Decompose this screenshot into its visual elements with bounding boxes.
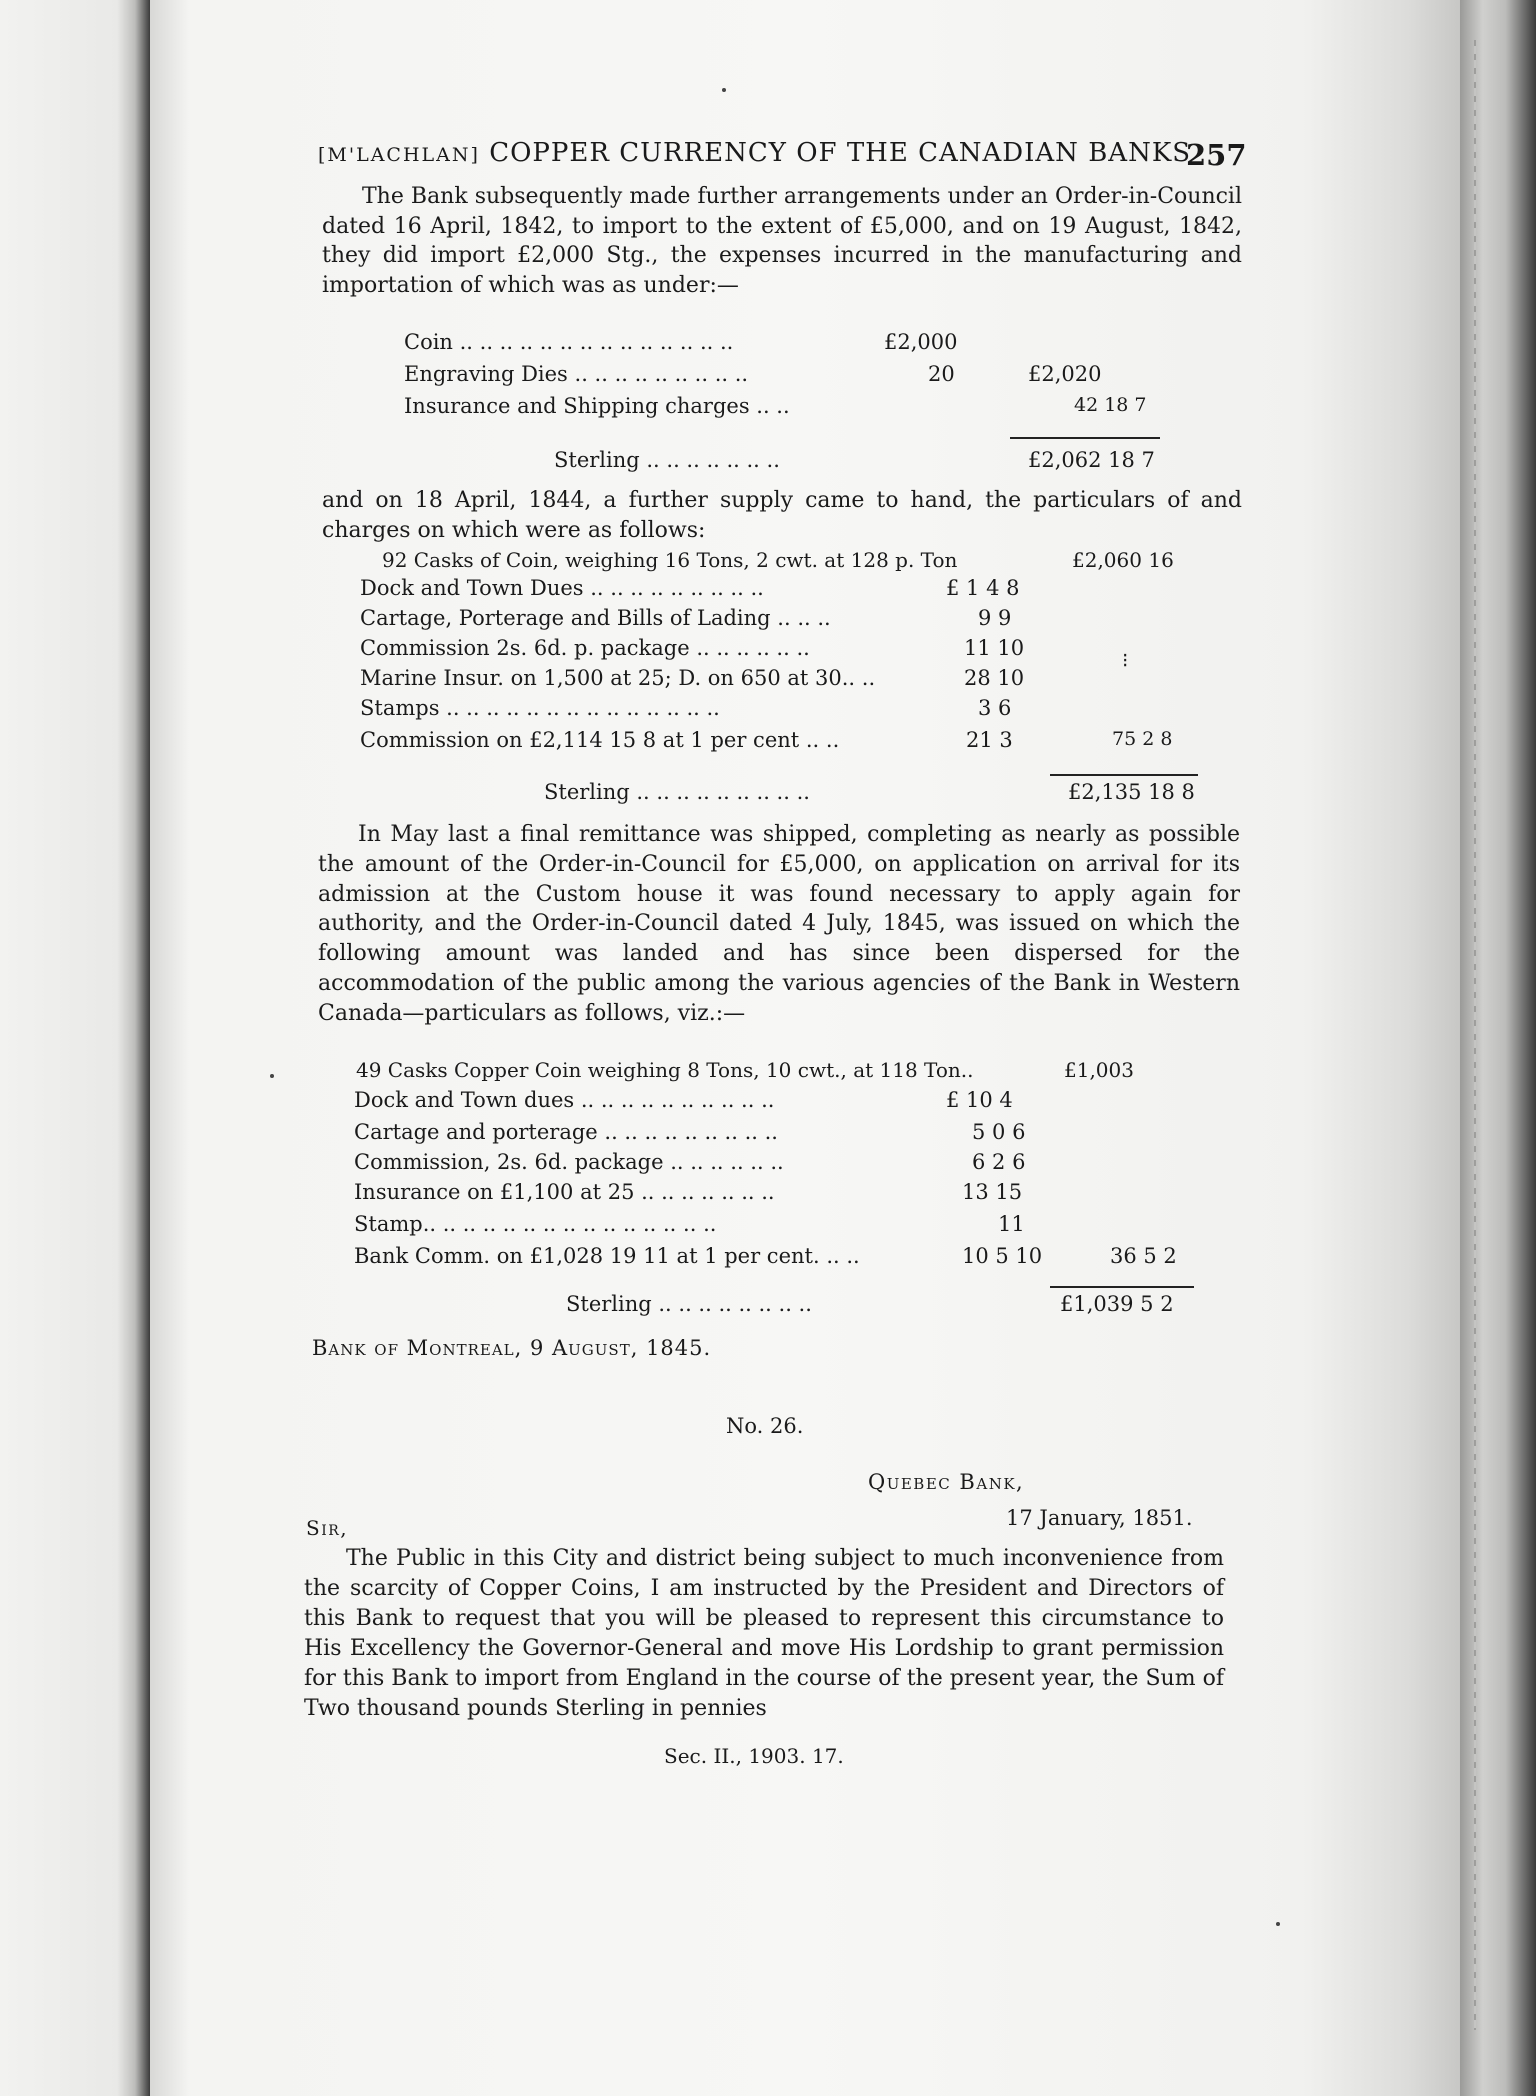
dust-speck [1276,1922,1280,1926]
paragraph-2: and on 18 April, 1844, a further supply came to hand, the particulars of and charges on which were as follows: [322,488,1242,543]
dust-speck [722,88,726,92]
running-head-title: COPPER CURRENCY OF THE CANADIAN BANKS [489,138,1192,168]
sum-rule [1050,1286,1194,1288]
letter-date: 17 January, 1851. [1006,1506,1193,1530]
dust-speck [270,1074,274,1078]
margin-mark: ⁝ [1122,648,1129,672]
sum-rule [1010,437,1160,439]
document-number: No. 26. [726,1414,804,1438]
paragraph-3: In May last a final remittance was shipped, completing as nearly as possible the amount of the Order-in-Council for £5,000, on application on arrival for its admission at the Custom house it was found necessary to apply again for authority, and the Order-in-Council dated 4 July, 1845, was issued on which the following amount was landed and has since been dispersed for the accommodation of the public among the various agencies of the Bank in Western Canada—particulars as follows, viz.:— [318,822,1240,1026]
page-number: 257 [1186,138,1247,172]
book-page [150,0,1460,2096]
running-head [318,138,1191,168]
signature-line: Bank of Montreal, 9 August, 1845. [312,1336,712,1360]
facing-page-edge [0,0,150,2096]
sum-rule [1050,774,1198,776]
signature-mark: Sec. II., 1903. 17. [664,1744,844,1768]
page-stack-edge [1460,0,1536,2096]
letter-body: The Public in this City and district being subject to much inconvenience from the scarcity of Copper Coins, I am instructed by the President and Directors of this Bank to request that you will be pleased to represent this circumstance to His Excellency the Governor-General and move His Lordship to grant permission for this Bank to import from England in the course of the present year, the Sum of Two thousand pounds Sterling in pennies [304,1546,1224,1721]
letter-salutation: Sir, [306,1516,349,1540]
running-head-author: [M'LACHLAN] [318,144,480,166]
paragraph-1: The Bank subsequently made further arrangements under an Order-in-Council dated 16 April, 1842, to import to the extent of £5,000, and on 19 August, 1842, they did import £2,000 Stg., the expenses incurred in the manufacturing and importation of which was as under:— [322,184,1242,298]
letter-sender: Quebec Bank, [868,1470,1025,1494]
